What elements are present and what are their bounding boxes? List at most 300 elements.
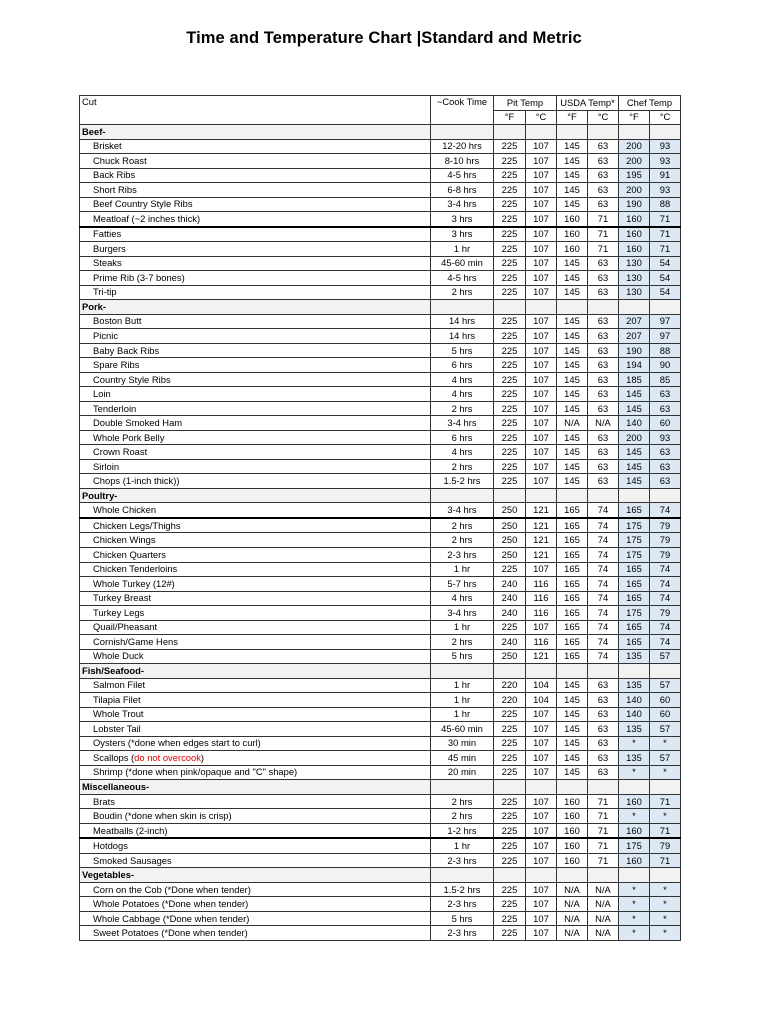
cut-name: Tri-tip	[93, 286, 117, 298]
cook-time-cell: 2-3 hrs	[431, 547, 494, 562]
category-empty-cell	[557, 664, 588, 679]
cut-cell	[80, 649, 431, 664]
cut-cell	[80, 503, 431, 518]
chef-f-cell: 130	[619, 271, 650, 286]
usda-f-cell: 145	[557, 765, 588, 780]
cut-name: Beef Country Style Ribs	[93, 198, 193, 210]
chef-c-cell: 71	[650, 853, 681, 868]
table-row	[80, 533, 681, 548]
cut-name: Quail/Pheasant	[93, 621, 158, 633]
chef-c-cell: 63	[650, 474, 681, 489]
usda-c-cell: 63	[588, 329, 619, 344]
unit-usda-f: °F	[557, 110, 588, 125]
chef-f-cell: 175	[619, 533, 650, 548]
unit-pit-c: °C	[526, 110, 557, 125]
table-row	[80, 678, 681, 693]
pit-f-cell: 225	[494, 823, 526, 838]
chef-f-cell: 145	[619, 445, 650, 460]
pit-c-cell: 107	[526, 445, 557, 460]
cook-time-cell: 45-60 min	[431, 722, 494, 737]
chef-c-cell: 60	[650, 707, 681, 722]
usda-f-cell: 145	[557, 139, 588, 154]
usda-f-cell: 145	[557, 474, 588, 489]
chef-c-cell: 79	[650, 547, 681, 562]
pit-c-cell: 121	[526, 518, 557, 533]
table-row	[80, 693, 681, 708]
cook-time-cell: 1-2 hrs	[431, 823, 494, 838]
pit-c-cell: 107	[526, 139, 557, 154]
usda-f-cell: 145	[557, 343, 588, 358]
table-row	[80, 445, 681, 460]
table-body	[80, 96, 681, 941]
usda-c-cell: 63	[588, 271, 619, 286]
chef-f-cell: 160	[619, 212, 650, 227]
category-empty-cell	[431, 125, 494, 140]
usda-c-cell: 74	[588, 591, 619, 606]
chef-f-cell: 135	[619, 722, 650, 737]
usda-f-cell: 165	[557, 620, 588, 635]
chef-f-cell: 145	[619, 387, 650, 402]
usda-c-cell: 63	[588, 707, 619, 722]
table-row	[80, 606, 681, 621]
chef-c-cell: 57	[650, 678, 681, 693]
cut-name: Whole Trout	[93, 708, 144, 720]
category-row	[80, 780, 681, 795]
usda-c-cell: 63	[588, 256, 619, 271]
chef-f-cell: 130	[619, 285, 650, 300]
usda-c-cell: 74	[588, 503, 619, 518]
cut-name: Tenderloin	[93, 402, 137, 414]
usda-c-cell: 74	[588, 518, 619, 533]
table-row	[80, 882, 681, 897]
category-empty-cell	[431, 780, 494, 795]
cut-cell	[80, 809, 431, 824]
chef-c-cell: 74	[650, 577, 681, 592]
cut-name: Lobster Tail	[93, 722, 141, 734]
chef-f-cell: 175	[619, 547, 650, 562]
pit-c-cell: 107	[526, 314, 557, 329]
pit-c-cell: 121	[526, 547, 557, 562]
usda-c-cell: 63	[588, 751, 619, 766]
chef-f-cell: 165	[619, 503, 650, 518]
cut-name: Sirloin	[93, 460, 120, 472]
pit-f-cell: 225	[494, 722, 526, 737]
category-empty-cell	[494, 780, 526, 795]
pit-c-cell: 107	[526, 154, 557, 169]
category-empty-cell	[619, 780, 650, 795]
cook-time-cell: 14 hrs	[431, 314, 494, 329]
cut-cell	[80, 897, 431, 912]
chef-f-cell: 165	[619, 620, 650, 635]
chef-c-cell: 63	[650, 459, 681, 474]
category-label: Vegetables-	[80, 868, 431, 883]
chef-f-cell: 200	[619, 139, 650, 154]
table-row	[80, 372, 681, 387]
usda-c-cell: 63	[588, 387, 619, 402]
chef-f-cell: 135	[619, 649, 650, 664]
cut-cell	[80, 823, 431, 838]
chef-c-cell: 71	[650, 794, 681, 809]
table-row	[80, 591, 681, 606]
table-row	[80, 474, 681, 489]
category-empty-cell	[526, 868, 557, 883]
pit-c-cell: 107	[526, 285, 557, 300]
pit-c-cell: 107	[526, 372, 557, 387]
cook-time-cell: 2 hrs	[431, 809, 494, 824]
pit-f-cell: 250	[494, 518, 526, 533]
category-row	[80, 488, 681, 503]
cut-name: Whole Turkey (12#)	[93, 577, 175, 589]
table-row	[80, 751, 681, 766]
category-empty-cell	[431, 868, 494, 883]
table-row	[80, 547, 681, 562]
usda-c-cell: 71	[588, 794, 619, 809]
cut-cell	[80, 620, 431, 635]
cut-name: Boston Butt	[93, 315, 142, 327]
table-row	[80, 853, 681, 868]
pit-c-cell: 116	[526, 606, 557, 621]
cook-time-cell: 1.5-2 hrs	[431, 474, 494, 489]
pit-c-cell: 107	[526, 416, 557, 431]
cut-name: Short Ribs	[93, 183, 137, 195]
chef-c-cell: *	[650, 809, 681, 824]
category-empty-cell	[526, 488, 557, 503]
chef-c-cell: 57	[650, 722, 681, 737]
table-row	[80, 736, 681, 751]
pit-c-cell: 107	[526, 401, 557, 416]
usda-f-cell: 145	[557, 154, 588, 169]
chef-f-cell: *	[619, 926, 650, 941]
pit-f-cell: 240	[494, 606, 526, 621]
page-title: Time and Temperature Chart |Standard and Metric	[186, 29, 582, 47]
cook-time-cell: 30 min	[431, 736, 494, 751]
cook-time-cell: 6 hrs	[431, 430, 494, 445]
table-row	[80, 838, 681, 853]
cook-time-cell: 6-8 hrs	[431, 183, 494, 198]
cook-time-cell: 45 min	[431, 751, 494, 766]
usda-f-cell: 165	[557, 606, 588, 621]
chef-c-cell: 74	[650, 562, 681, 577]
usda-c-cell: 63	[588, 343, 619, 358]
cut-cell	[80, 416, 431, 431]
pit-c-cell: 107	[526, 197, 557, 212]
header-cut: Cut	[80, 96, 431, 125]
chef-c-cell: 97	[650, 329, 681, 344]
usda-f-cell: 145	[557, 358, 588, 373]
chef-f-cell: 145	[619, 459, 650, 474]
pit-c-cell: 107	[526, 809, 557, 824]
cook-time-cell: 1 hr	[431, 678, 494, 693]
pit-c-cell: 107	[526, 358, 557, 373]
pit-f-cell: 225	[494, 926, 526, 941]
chef-f-cell: 200	[619, 430, 650, 445]
table-row	[80, 562, 681, 577]
chef-c-cell: 60	[650, 693, 681, 708]
usda-f-cell: 145	[557, 693, 588, 708]
pit-f-cell: 225	[494, 256, 526, 271]
cut-name: Oysters (*done when edges start to curl)	[93, 737, 261, 749]
chef-c-cell: 93	[650, 154, 681, 169]
cut-name: Turkey Legs	[93, 606, 145, 618]
cut-cell	[80, 285, 431, 300]
usda-f-cell: 165	[557, 562, 588, 577]
cut-cell	[80, 227, 431, 242]
cook-time-cell: 1.5-2 hrs	[431, 882, 494, 897]
cut-cell	[80, 329, 431, 344]
cut-cell	[80, 168, 431, 183]
category-empty-cell	[431, 488, 494, 503]
header-row	[80, 96, 681, 111]
pit-c-cell: 121	[526, 649, 557, 664]
pit-c-cell: 107	[526, 387, 557, 402]
usda-c-cell: 74	[588, 547, 619, 562]
cut-name-end: )	[200, 751, 205, 763]
cook-time-cell: 1 hr	[431, 620, 494, 635]
cut-cell	[80, 751, 431, 766]
table-row	[80, 343, 681, 358]
usda-c-cell: 63	[588, 445, 619, 460]
cook-time-cell: 6 hrs	[431, 358, 494, 373]
category-empty-cell	[494, 868, 526, 883]
pit-f-cell: 220	[494, 693, 526, 708]
pit-c-cell: 107	[526, 882, 557, 897]
cook-time-cell: 1 hr	[431, 838, 494, 853]
cook-time-cell: 2-3 hrs	[431, 897, 494, 912]
cook-time-cell: 3 hrs	[431, 227, 494, 242]
pit-f-cell: 240	[494, 591, 526, 606]
category-empty-cell	[588, 125, 619, 140]
cook-time-cell: 3-4 hrs	[431, 606, 494, 621]
table-row	[80, 518, 681, 533]
cut-name: Picnic	[93, 330, 119, 341]
cut-name: Whole Cabbage (*Done when tender)	[93, 912, 250, 924]
chef-c-cell: *	[650, 765, 681, 780]
chef-c-cell: 74	[650, 620, 681, 635]
pit-c-cell: 116	[526, 577, 557, 592]
pit-f-cell: 225	[494, 445, 526, 460]
cut-cell	[80, 387, 431, 402]
pit-f-cell: 225	[494, 139, 526, 154]
table-row	[80, 911, 681, 926]
pit-c-cell: 116	[526, 591, 557, 606]
cook-time-cell: 5-7 hrs	[431, 577, 494, 592]
cut-name: Hotdogs	[93, 840, 128, 852]
pit-f-cell: 225	[494, 242, 526, 257]
cut-name: Meatloaf (~2 inches thick)	[93, 212, 201, 224]
pit-f-cell: 225	[494, 882, 526, 897]
pit-c-cell: 121	[526, 503, 557, 518]
usda-f-cell: 160	[557, 853, 588, 868]
usda-c-cell: 63	[588, 678, 619, 693]
cut-name: Loin	[93, 388, 111, 400]
category-empty-cell	[557, 488, 588, 503]
pit-c-cell: 107	[526, 329, 557, 344]
chef-f-cell: *	[619, 911, 650, 926]
cut-cell	[80, 707, 431, 722]
cut-cell	[80, 736, 431, 751]
usda-c-cell: N/A	[588, 882, 619, 897]
pit-c-cell: 107	[526, 707, 557, 722]
cut-cell	[80, 547, 431, 562]
category-empty-cell	[588, 780, 619, 795]
pit-f-cell: 225	[494, 794, 526, 809]
chef-c-cell: 88	[650, 343, 681, 358]
cut-name: Fatties	[93, 228, 122, 240]
category-empty-cell	[619, 868, 650, 883]
usda-c-cell: 74	[588, 533, 619, 548]
chef-c-cell: *	[650, 911, 681, 926]
cut-cell	[80, 722, 431, 737]
cut-cell	[80, 678, 431, 693]
usda-c-cell: 63	[588, 154, 619, 169]
usda-c-cell: 74	[588, 620, 619, 635]
usda-c-cell: 63	[588, 430, 619, 445]
pit-c-cell: 107	[526, 459, 557, 474]
usda-f-cell: 145	[557, 387, 588, 402]
category-empty-cell	[494, 664, 526, 679]
category-empty-cell	[526, 300, 557, 315]
chef-c-cell: *	[650, 926, 681, 941]
cut-name: Chicken Quarters	[93, 548, 166, 560]
cook-time-cell: 20 min	[431, 765, 494, 780]
chef-c-cell: *	[650, 897, 681, 912]
cut-name: Salmon Filet	[93, 679, 146, 691]
category-empty-cell	[494, 300, 526, 315]
chef-f-cell: 200	[619, 154, 650, 169]
usda-c-cell: 74	[588, 577, 619, 592]
chef-f-cell: *	[619, 809, 650, 824]
cut-name: Double Smoked Ham	[93, 417, 183, 429]
category-empty-cell	[526, 664, 557, 679]
category-empty-cell	[588, 488, 619, 503]
category-empty-cell	[526, 125, 557, 140]
cut-cell	[80, 518, 431, 533]
chef-f-cell: 160	[619, 794, 650, 809]
chef-f-cell: 175	[619, 518, 650, 533]
usda-f-cell: 145	[557, 314, 588, 329]
unit-pit-f: °F	[494, 110, 526, 125]
usda-f-cell: 165	[557, 518, 588, 533]
pit-c-cell: 107	[526, 562, 557, 577]
cut-cell	[80, 577, 431, 592]
pit-f-cell: 240	[494, 635, 526, 650]
cut-cell	[80, 853, 431, 868]
chef-c-cell: 63	[650, 401, 681, 416]
pit-f-cell: 225	[494, 620, 526, 635]
usda-c-cell: N/A	[588, 926, 619, 941]
cook-time-cell: 5 hrs	[431, 343, 494, 358]
cut-name: Crown Roast	[93, 446, 148, 458]
chef-c-cell: 91	[650, 168, 681, 183]
pit-f-cell: 225	[494, 911, 526, 926]
pit-c-cell: 107	[526, 765, 557, 780]
pit-f-cell: 225	[494, 459, 526, 474]
pit-c-cell: 104	[526, 678, 557, 693]
chef-c-cell: 71	[650, 212, 681, 227]
cook-time-cell: 3-4 hrs	[431, 503, 494, 518]
category-empty-cell	[650, 664, 681, 679]
pit-f-cell: 225	[494, 154, 526, 169]
chef-c-cell: 79	[650, 838, 681, 853]
chef-c-cell: 90	[650, 358, 681, 373]
usda-c-cell: 74	[588, 649, 619, 664]
pit-f-cell: 225	[494, 765, 526, 780]
chef-c-cell: 74	[650, 635, 681, 650]
pit-f-cell: 225	[494, 474, 526, 489]
category-empty-cell	[588, 664, 619, 679]
category-label: Fish/Seafood-	[80, 664, 431, 679]
cook-time-cell: 4 hrs	[431, 372, 494, 387]
usda-c-cell: 71	[588, 809, 619, 824]
usda-c-cell: N/A	[588, 897, 619, 912]
chef-c-cell: 97	[650, 314, 681, 329]
usda-f-cell: 160	[557, 242, 588, 257]
pit-f-cell: 225	[494, 227, 526, 242]
chef-f-cell: *	[619, 765, 650, 780]
cut-name: Brats	[93, 795, 115, 807]
cut-name: Spare Ribs	[93, 359, 140, 371]
cook-time-cell: 2 hrs	[431, 459, 494, 474]
chef-f-cell: 130	[619, 256, 650, 271]
category-empty-cell	[557, 300, 588, 315]
cut-cell	[80, 591, 431, 606]
usda-f-cell: 160	[557, 838, 588, 853]
cut-name: Baby Back Ribs	[93, 344, 160, 356]
table-row	[80, 649, 681, 664]
pit-f-cell: 225	[494, 372, 526, 387]
usda-c-cell: N/A	[588, 911, 619, 926]
chef-f-cell: 165	[619, 635, 650, 650]
header-usda-temp: USDA Temp*	[557, 96, 619, 111]
cook-time-cell: 2-3 hrs	[431, 853, 494, 868]
pit-f-cell: 225	[494, 751, 526, 766]
chef-f-cell: 160	[619, 823, 650, 838]
pit-c-cell: 107	[526, 926, 557, 941]
category-label: Miscellaneous-	[80, 780, 431, 795]
usda-c-cell: 71	[588, 838, 619, 853]
cut-cell	[80, 372, 431, 387]
cut-cell	[80, 606, 431, 621]
chef-f-cell: 135	[619, 678, 650, 693]
cut-name: Sweet Potatoes (*Done when tender)	[93, 927, 248, 939]
category-empty-cell	[650, 300, 681, 315]
pit-f-cell: 225	[494, 562, 526, 577]
chef-c-cell: 79	[650, 533, 681, 548]
cut-cell	[80, 765, 431, 780]
usda-c-cell: 63	[588, 736, 619, 751]
pit-f-cell: 225	[494, 897, 526, 912]
pit-f-cell: 225	[494, 707, 526, 722]
chef-f-cell: *	[619, 882, 650, 897]
cut-cell	[80, 314, 431, 329]
cook-time-cell: 5 hrs	[431, 649, 494, 664]
pit-c-cell: 107	[526, 343, 557, 358]
table-row	[80, 242, 681, 257]
table-row	[80, 635, 681, 650]
table-row	[80, 256, 681, 271]
cut-cell	[80, 242, 431, 257]
chef-f-cell: 207	[619, 329, 650, 344]
chef-f-cell: 175	[619, 838, 650, 853]
table-row	[80, 722, 681, 737]
cut-cell	[80, 533, 431, 548]
cook-time-cell: 2 hrs	[431, 401, 494, 416]
pit-f-cell: 225	[494, 343, 526, 358]
pit-c-cell: 107	[526, 168, 557, 183]
chef-c-cell: 74	[650, 503, 681, 518]
table-row	[80, 430, 681, 445]
usda-f-cell: N/A	[557, 897, 588, 912]
